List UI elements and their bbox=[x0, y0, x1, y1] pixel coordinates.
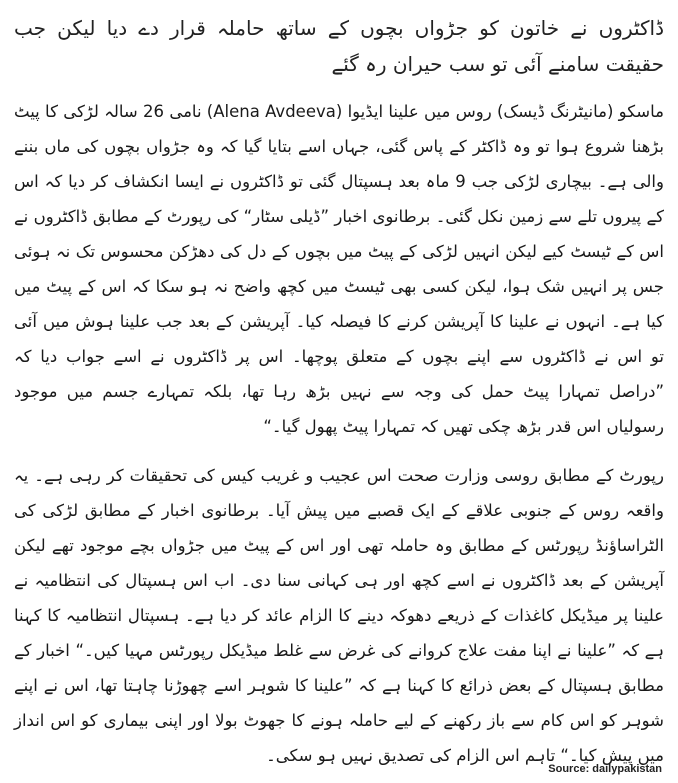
article-paragraph: ماسکو (مانیٹرنگ ڈیسک) روس میں علینا ایڈیوا (Alena Avdeeva) نامی 26 سالہ لڑکی کا پیٹ بڑھنا شروع ہوا تو وہ ڈاکٹر کے پاس گئی، جہاں اسے بتایا گیا کہ وہ جڑواں بچوں کی ماں بننے والی ہے۔ بیچاری لڑکی جب 9 ماہ بعد ہسپتال گئی تو ڈاکٹروں نے ایسا انکشاف کر دیا کہ اس کے پیروں تلے سے زمین نکل گئی۔ برطانوی اخبار ”ڈیلی سٹار“ کی رپورٹ کے مطابق ڈاکٹروں نے اس کے ٹیسٹ کیے لیکن انہیں لڑکی کے پیٹ میں بچوں کے دل کی دھڑکن محسوس تک نہ ہوئی جس پر انہیں شک ہوا، لیکن کسی بھی ٹیسٹ میں کچھ واضح نہ ہو سکا کہ اس کے پیٹ میں کیا ہے۔ انہوں نے علینا کا آپریشن کرنے کا فیصلہ کیا۔ آپریشن کے بعد جب علینا ہوش میں آئی تو اس نے ڈاکٹروں سے اپنے بچوں کے متعلق پوچھا۔ اس پر ڈاکٹروں نے اسے جواب دیا کہ ”دراصل تمہارا پیٹ حمل کی وجہ سے نہیں بڑھ رہا تھا، بلکہ تمہارے جسم میں موجود رسولیاں اس قدر بڑھ چکی تھیں کہ تمہارا پیٹ پھول گیا۔“ bbox=[14, 102, 665, 436]
news-article bbox=[14, 4, 664, 783]
source-credit: Source: dailypakistan bbox=[548, 763, 662, 775]
article-paragraph: رپورٹ کے مطابق روسی وزارت صحت اس عجیب و غریب کیس کی تحقیقات کر رہی ہے۔ یہ واقعہ روس کے جنوبی علاقے کے ایک قصبے میں پیش آیا۔ برطانوی اخبار کے مطابق لڑکی کی الٹراساؤنڈ رپورٹس کے مطابق وہ حاملہ تھی اور اس کے پیٹ میں جڑواں بچے موجود تھے لیکن آپریشن کے بعد ڈاکٹروں نے اسے کچھ اور ہی کہانی سنا دی۔ اب اس ہسپتال کی انتظامیہ نے علینا پر میڈیکل کاغذات کے ذریعے دھوکہ دینے کا الزام عائد کر دیا ہے۔ ہسپتال انتظامیہ کا کہنا ہے کہ ”علینا نے اپنا مفت علاج کروانے کی غرض سے غلط میڈیکل رپورٹس مہیا کیں۔“ اخبار کے مطابق ہسپتال کے بعض ذرائع کا کہنا ہے کہ ”علینا کا شوہر اسے چھوڑنا چاہتا تھا، اس نے اپنے شوہر کو اس کام سے باز رکھنے کے لیے حاملہ ہونے کا جھوٹ بولا اور اپنی بیماری کو اس انداز میں پیش کیا۔“ تاہم اس الزام کی تصدیق نہیں ہو سکی۔ bbox=[14, 466, 664, 765]
article-headline: ڈاکٹروں نے خاتون کو جڑواں بچوں کے ساتھ حاملہ قرار دے دیا لیکن جب حقیقت سامنے آئی تو سب حیران رہ گئے bbox=[14, 16, 664, 76]
